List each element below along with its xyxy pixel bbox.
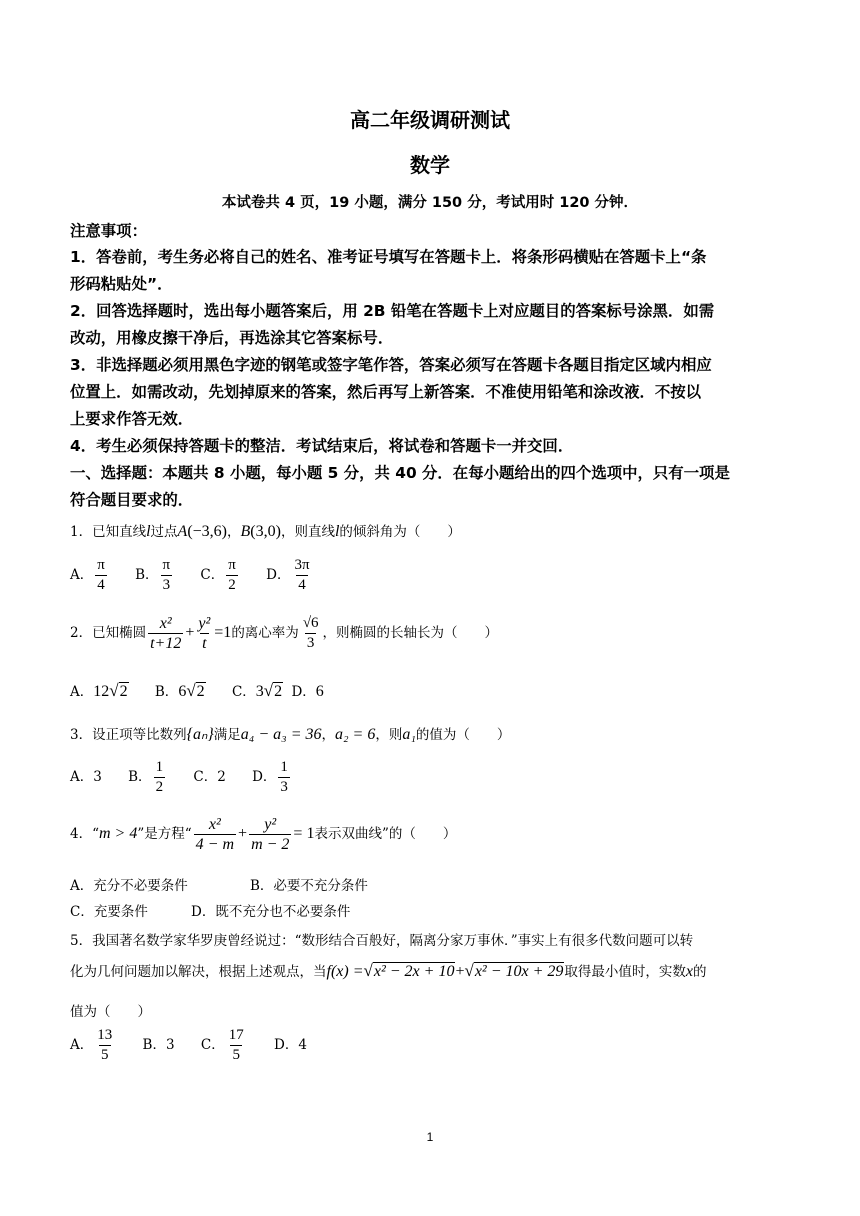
option-c: C． $\frac{17}{5}$ [200,1027,244,1063]
question-5-line1: 5．我国著名数学家华罗庚曾经说过：“数形结合百般好，隔离分家万事休．”事实上有很多代数问题可以转 [70,933,694,949]
option-a: A． $\frac{13}{5}$ [70,1027,113,1063]
note-line: 1．答卷前，考生务必将自己的姓名、准考证号填写在答题卡上．将条形码横贴在答题卡上“条 [70,248,707,266]
option-d: D．4 [274,1037,307,1053]
option-d: D．6 [291,683,324,700]
section-heading: 符合题目要求的． [70,491,194,509]
question-5-line3: 值为（ ） [70,1004,151,1020]
option-c: C．充要条件 [70,904,148,920]
note-line: 4．考生必须保持答题卡的整洁．考试结束后，将试卷和答题卡一并交回． [70,437,574,455]
option-a: A． $\frac{\pi}{4}$ [70,557,105,593]
exam-title: 高二年级调研测试 [350,108,510,132]
page-number: 1 [426,1130,434,1144]
question-3-options [70,758,314,797]
question-1: 1．已知直线l过点A(−3,6)，B(3,0)，则直线l的倾斜角为（ ） [70,523,461,540]
note-line: 上要求作答无效． [70,410,194,428]
note-line: 改动，用橡皮擦干净后，再选涂其它答案标号． [70,329,394,347]
question-2: 2．已知椭圆 $\frac{\text{x²}}{t+12}$ + $\frac{\text{y²}}{t}$ =1的离心率为 $\frac{√6}{3}$ ，则椭圆的长轴长为（ ） [70,615,499,652]
question-3: 3．设正项等比数列{aₙ}满足a₄ − a₃ = 36，a₂ = 6，则a₁的值为（ ） [70,726,511,743]
question-4: 4．“m > 4”是方程“ $\frac{\text{x²}}{4 - m}$ + $\frac{\text{y²}}{m - 2}$ = 1表示双曲线”的（ ） [70,816,457,853]
subject-title: 数学 [410,153,450,177]
option-a: A．12√2 [70,681,128,700]
option-d: D． $\frac{3\pi}{4}$ [266,557,310,593]
question-1-options [70,556,336,595]
option-c: C．3√2 [231,681,283,700]
exam-info: 本试卷共 4 页，19 小题，满分 150 分，考试用时 120 分钟． [221,195,639,211]
question-4-options-row2 [70,900,350,920]
option-a: A．3 [70,769,102,785]
question-5-options [70,1026,329,1065]
note-line: 位置上．如需改动，先划掉原来的答案，然后再写上新答案．不准使用铅笔和涂改液．不按以 [70,383,702,401]
note-line: 2．回答选择题时，选出每小题答案后，用 2B 铅笔在答题卡上对应题目的答案标号涂黑．如需 [70,302,715,320]
notes-heading: 注意事项： [70,222,147,240]
option-b: B．必要不充分条件 [250,878,368,894]
note-line: 形码粘贴处”． [70,275,173,293]
option-d: D． $\frac{1}{3}$ [252,759,288,795]
option-b: B．3 [142,1037,175,1053]
option-a: A．充分不必要条件 [70,878,188,894]
option-b: B． $\frac{1}{2}$ [128,759,164,795]
option-d: D．既不充分也不必要条件 [191,904,351,920]
note-line: 3．非选择题必须用黑色字迹的钢笔或签字笔作答，答案必须写在答题卡各题目指定区域内相应 [70,356,712,374]
question-2-options [70,680,346,701]
option-b: B．6√2 [154,681,205,700]
option-c: C．2 [193,769,226,785]
question-5-line2: 化为几何问题加以解决，根据上述观点，当f(x) =√x² − 2x + 10+√x² − 10x + 29取得最小值时，实数x的 [70,961,707,980]
option-b: B． $\frac{\pi}{3}$ [135,557,171,593]
section-heading: 一、选择题：本题共 8 小题，每小题 5 分，共 40 分．在每小题给出的四个选项中，只有一项是 [70,464,730,482]
option-c: C． $\frac{\pi}{2}$ [200,557,236,593]
question-4-options-row1 [70,874,368,894]
